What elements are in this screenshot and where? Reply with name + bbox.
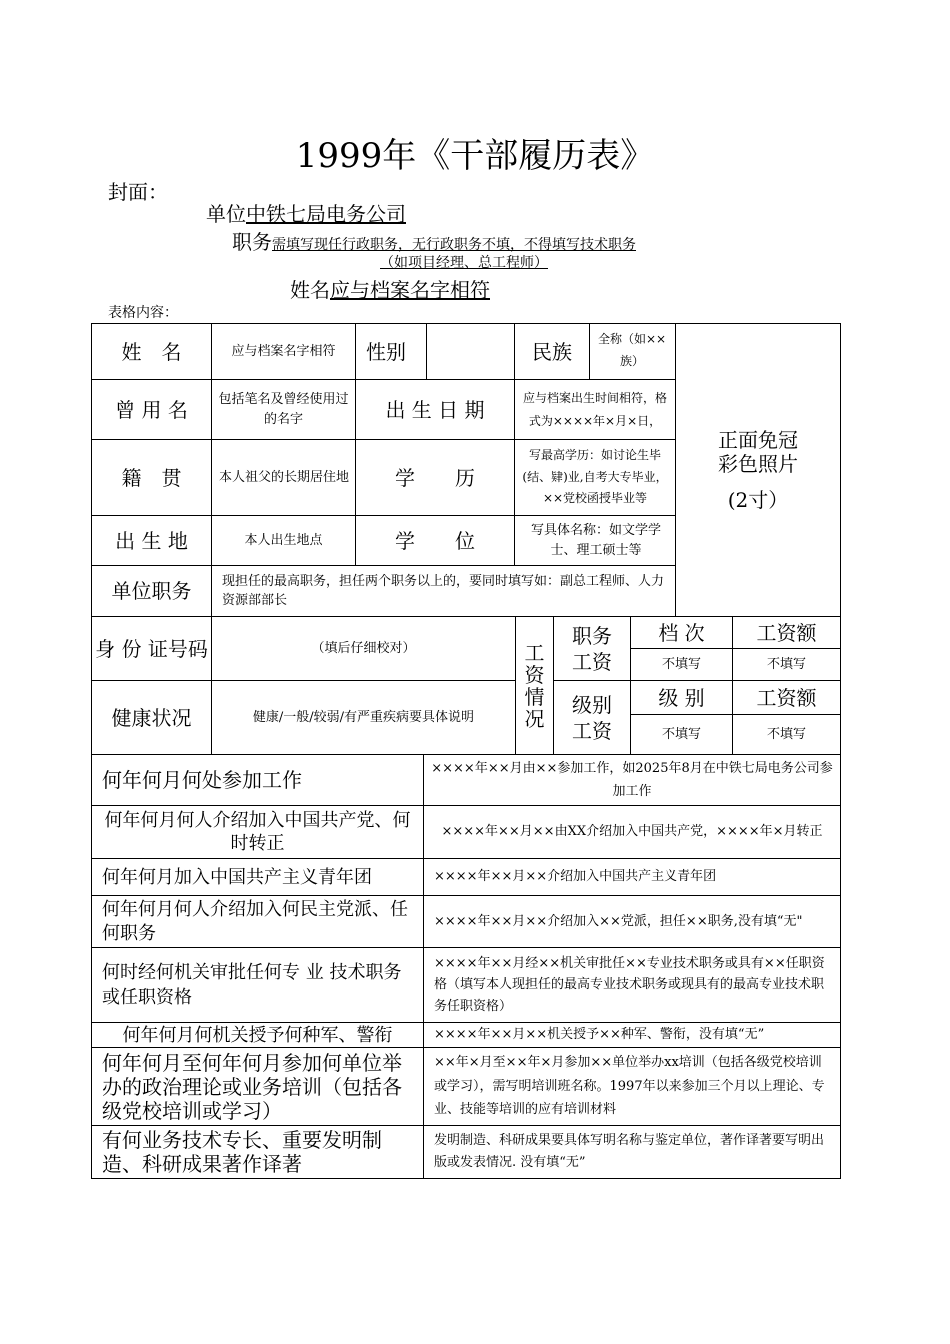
health-label: 健康状况 [111, 705, 192, 730]
native-hint: 本人祖父的长期居住地 [218, 469, 349, 485]
row-hint: ××××年××月由××参加工作，如2025年8月在中铁七局电务公司参加工作 [431, 760, 833, 799]
row-hint: 发明制造、科研成果要具体写明名称与鉴定单位，著作译著要写明出版或发表情况. 没有填“无” [434, 1132, 825, 1170]
row-label: 有何业务技术专长、重要发明制造、科研成果著作译著 [102, 1128, 382, 1176]
name-hint: 应与档案名字相符 [231, 343, 336, 359]
unit-label: 单位 [206, 202, 246, 226]
native-label: 籍 贯 [121, 465, 182, 490]
page-title: 1999年《干部履历表》 [295, 136, 655, 176]
health-hint: 健康/一般/较弱/有严重疾病要具体说明 [252, 709, 475, 725]
photo-size: (2寸） [727, 488, 789, 512]
row-hint: ××××年××月××介绍加入××党派，担任××职务,没有填“无" [434, 913, 803, 929]
row-hint: ××××年××月××介绍加入中国共产主义青年团 [434, 869, 717, 885]
birthplace-label: 出 生 地 [115, 528, 188, 553]
degree-label: 学 位 [395, 528, 475, 553]
row-hint: ××××年××月××机关授予××种军、警衔，没有填“无” [434, 1027, 765, 1043]
not-fill-4: 不填写 [766, 726, 806, 742]
alias-hint: 包括笔名及曾经使用过的名字 [218, 392, 349, 427]
not-fill-1: 不填写 [661, 656, 701, 672]
cover-unit [206, 198, 406, 227]
row-label: 何年何月至何年何月参加何单位举办的政治理论或业务培训（包括各级党校培训或学习） [102, 1050, 402, 1123]
not-fill-2: 不填写 [766, 656, 806, 672]
education-hint: 写最高学历：如讨论生毕(结、肄)业,自考大专毕业，××党校函授毕业等 [522, 448, 668, 506]
education-label: 学 历 [395, 465, 475, 490]
cover-duty [232, 226, 636, 255]
row-label: 何年何月何处参加工作 [102, 768, 302, 792]
row-hint: ××年×月至××年×月参加××单位举办xx培训（包括各级党校培训或学习），需写明培训班名称。1997年以来参加三个月以上理论、专业、技能等培训的应有培训材料 [434, 1055, 825, 1118]
row-label: 何年何月加入中国共产主义青年团 [102, 866, 372, 888]
level-label: 级 别 [658, 685, 705, 710]
table-content-label: 表格内容： [108, 305, 178, 321]
salary-label: 工资情况 [524, 640, 545, 731]
id-hint: （填后仔细校对） [311, 640, 416, 656]
name-value: 应与档案名字相符 [330, 278, 490, 302]
ethnic-hint: 全称（如××族） [597, 332, 667, 368]
duty-label: 职务 [232, 230, 272, 254]
position-hint: 现担任的最高职务，担任两个职务以上的，要同时填写如：副总工程师、人力资源部部长 [222, 573, 665, 608]
duty-value: 需填写现任行政职务，无行政职务不填，不得填写技术职务 [272, 237, 636, 253]
photo-box [676, 324, 840, 616]
cover-label: 封面： [108, 180, 168, 204]
position-label: 单位职务 [111, 579, 192, 603]
row-label: 何年何月何人介绍加入何民主党派、任何职务 [102, 899, 408, 944]
birthplace-hint: 本人出生地点 [244, 532, 323, 548]
row-label: 何时经何机关审批任何专 业 技术职务或任职资格 [102, 961, 402, 1008]
photo-hint-1: 正面免冠 [718, 428, 798, 452]
degree-hint: 写具体名称：如文学学士、理工硕士等 [530, 523, 661, 558]
cover-name [290, 274, 490, 303]
row-label: 何年何月何人介绍加入中国共产党、何时转正 [104, 809, 411, 854]
name-label: 姓名 [290, 278, 330, 302]
alias-label: 曾 用 名 [115, 397, 188, 422]
photo-hint-2: 彩色照片 [718, 452, 798, 476]
gender-label: 性别 [366, 339, 406, 364]
not-fill-3: 不填写 [661, 726, 701, 742]
ethnic-label: 民族 [532, 339, 572, 364]
duty-note: （如项目经理、总工程师） [380, 255, 548, 271]
grade-label: 档 次 [658, 620, 705, 645]
post-salary-label: 职务工资 [572, 623, 612, 674]
amount-label-2: 工资额 [756, 685, 817, 710]
row-hint: ××××年××月××由XX介绍加入中国共产党，××××年×月转正 [441, 824, 823, 840]
birthdate-hint: 应与档案出生时间相符，格式为××××年×月×日， [522, 390, 667, 428]
id-label: 身 份 证号码 [95, 636, 208, 661]
unit-value: 中铁七局电务公司 [246, 202, 406, 226]
name-label-cell: 姓 名 [121, 339, 182, 364]
amount-label-1: 工资额 [756, 620, 817, 645]
birthdate-label: 出 生 日 期 [385, 397, 485, 422]
row-hint: ××××年××月经××机关审批任××专业技术职务或具有××任职资格（填写本人现担任的最高专业技术职务或现具有的最高专业技术职务任职资格） [434, 955, 825, 1014]
row-label: 何年何月何机关授予何种军、警衔 [122, 1024, 393, 1046]
level-salary-label: 级别工资 [572, 692, 612, 743]
